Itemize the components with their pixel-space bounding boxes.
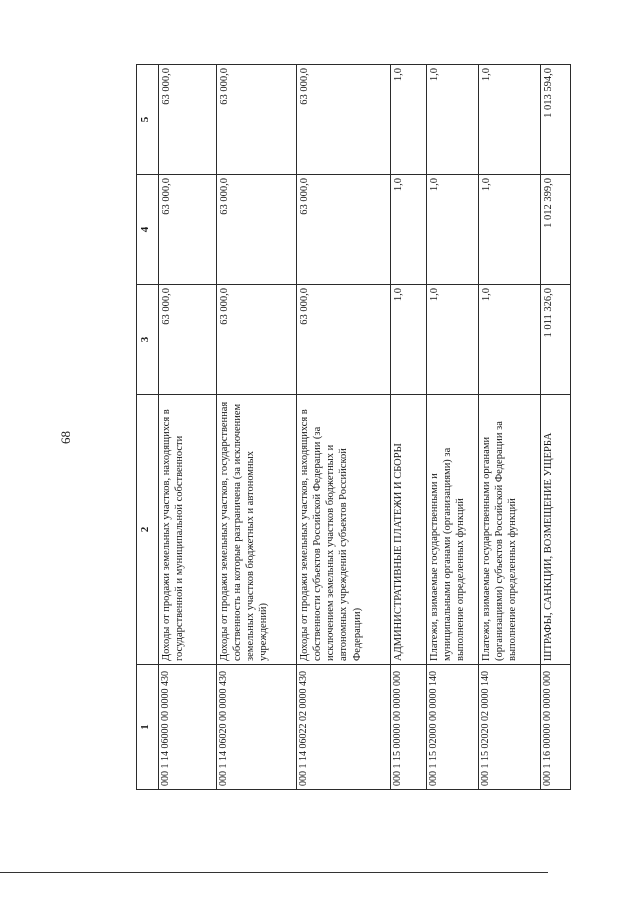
row-code: 000 1 15 02020 02 0000 140	[479, 665, 541, 790]
row-value-col3: 63 000,0	[217, 285, 297, 395]
row-name: Платежи, взимаемые государственными и муниципальными органами (организациями) за выполнение определенных функций	[427, 395, 479, 665]
header-col-2: 2	[137, 395, 159, 665]
row-value-col4: 1,0	[427, 175, 479, 285]
row-value-col4: 1,0	[479, 175, 541, 285]
row-code: 000 1 15 02000 00 0000 140	[427, 665, 479, 790]
row-value-col5: 1 013 594,0	[541, 65, 571, 175]
row-value-col5: 63 000,0	[159, 65, 217, 175]
row-code: 000 1 14 06000 00 0000 430	[159, 665, 217, 790]
row-code: 000 1 16 00000 00 0000 000	[541, 665, 571, 790]
row-value-col3: 1,0	[391, 285, 427, 395]
table-row	[391, 65, 427, 790]
row-code: 000 1 14 06022 02 0000 430	[297, 665, 391, 790]
revenue-table	[136, 64, 571, 790]
row-value-col5: 1,0	[479, 65, 541, 175]
row-name: Платежи, взимаемые государственными органами (организациями) субъектов Российской Федерации за выполнение определенных функций	[479, 395, 541, 665]
row-name: Доходы от продажи земельных участков, находящихся в собственности субъектов Российской Федерации (за исключением земельных участков бюджетных и автономных учреждений субъектов Российской Федерации)	[297, 395, 391, 665]
table-row	[427, 65, 479, 790]
row-value-col4: 1 012 399,0	[541, 175, 571, 285]
table-header-row	[137, 65, 159, 790]
row-value-col3: 63 000,0	[297, 285, 391, 395]
header-col-3: 3	[137, 285, 159, 395]
header-col-5: 5	[137, 65, 159, 175]
page-number: 68	[58, 431, 73, 444]
row-value-col4: 63 000,0	[159, 175, 217, 285]
row-value-col3: 1,0	[427, 285, 479, 395]
row-value-col5: 1,0	[427, 65, 479, 175]
table-row	[297, 65, 391, 790]
row-value-col4: 63 000,0	[297, 175, 391, 285]
row-value-col4: 1,0	[391, 175, 427, 285]
row-code: 000 1 15 00000 00 0000 000	[391, 665, 427, 790]
row-value-col3: 1 011 326,0	[541, 285, 571, 395]
table-row	[541, 65, 571, 790]
row-name: Доходы от продажи земельных участков, государственная собственность на которые разграничена (за исключением земельных участков бюджетных и автономных учреждений)	[217, 395, 297, 665]
row-value-col3: 1,0	[479, 285, 541, 395]
row-code: 000 1 14 06020 00 0000 430	[217, 665, 297, 790]
row-name: АДМИНИСТРАТИВНЫЕ ПЛАТЕЖИ И СБОРЫ	[391, 395, 427, 665]
bottom-rule	[0, 872, 548, 873]
row-value-col5: 63 000,0	[217, 65, 297, 175]
row-name: ШТРАФЫ, САНКЦИИ, ВОЗМЕЩЕНИЕ УЩЕРБА	[541, 395, 571, 665]
header-col-4: 4	[137, 175, 159, 285]
row-name: Доходы от продажи земельных участков, находящихся в государственной и муниципальной собственности	[159, 395, 217, 665]
header-col-1: 1	[137, 665, 159, 790]
row-value-col4: 63 000,0	[217, 175, 297, 285]
rotated-table-container	[136, 65, 570, 790]
row-value-col5: 63 000,0	[297, 65, 391, 175]
row-value-col3: 63 000,0	[159, 285, 217, 395]
table-row	[159, 65, 217, 790]
row-value-col5: 1,0	[391, 65, 427, 175]
table-row	[217, 65, 297, 790]
table-row	[479, 65, 541, 790]
